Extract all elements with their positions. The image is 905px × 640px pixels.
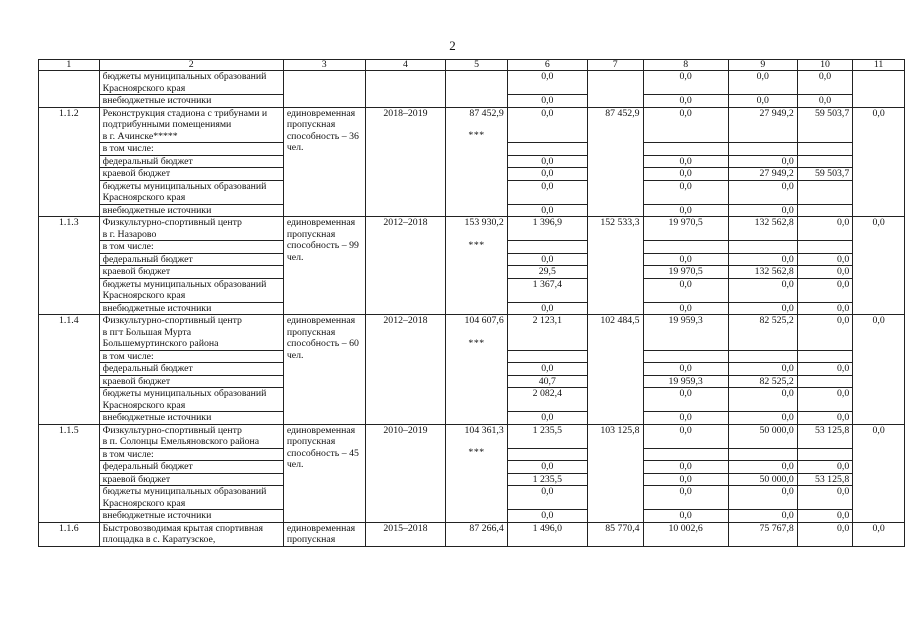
value-cell: 0,0 <box>797 253 852 266</box>
total-cell <box>446 424 507 522</box>
column-header: 7 <box>587 60 643 71</box>
value-cell: 0,0 <box>728 486 797 510</box>
project-row <box>39 217 905 241</box>
value-cell: 0,0 <box>507 180 587 204</box>
value-cell: 10 002,6 <box>643 522 728 546</box>
cell-line: Большемуртинского района <box>102 338 219 349</box>
value-cell: 19 959,3 <box>643 315 728 351</box>
funding-source-label <box>99 71 283 95</box>
value-cell: 0,0 <box>643 473 728 486</box>
funding-source-label: краевой бюджет <box>99 473 283 486</box>
column-header: 1 <box>39 60 100 71</box>
item-number: 1.1.4 <box>39 315 100 425</box>
value-cell <box>507 241 587 254</box>
cell-line: в г. Назарово <box>102 228 157 240</box>
value-cell: 0,0 <box>797 217 852 241</box>
value-cell: 0,0 <box>643 424 728 448</box>
value-cell: 75 767,8 <box>728 522 797 546</box>
funding-source-label: внебюджетные источники <box>99 412 283 425</box>
column-header: 6 <box>507 60 587 71</box>
funding-source-label: бюджеты муниципальных образований Красноярского края <box>99 278 283 302</box>
cell-line: единовременная <box>286 424 356 436</box>
value-cell <box>643 241 728 254</box>
value-cell: 2 123,1 <box>507 315 587 351</box>
value-cell: 19 959,3 <box>643 375 728 388</box>
value-cell: 0,0 <box>643 107 728 143</box>
cell-line: единовременная <box>286 315 356 326</box>
value-cell <box>797 350 852 363</box>
cell-line: Физкультурно-спортивный центр <box>102 315 242 326</box>
value-cell: 0,0 <box>797 95 852 108</box>
value-cell: 0,0 <box>643 302 728 315</box>
cell-line: чел. <box>286 459 304 470</box>
value-cell: 27 949,2 <box>728 107 797 143</box>
value-cell <box>797 375 852 388</box>
column-header: 10 <box>797 60 852 71</box>
value-cell: 0,0 <box>853 217 905 315</box>
capacity-cell <box>283 217 365 315</box>
cell-line: Красноярского края <box>102 82 186 94</box>
value-cell <box>728 241 797 254</box>
value-cell: 0,0 <box>643 155 728 168</box>
value-cell: 50 000,0 <box>728 473 797 486</box>
funding-source-label: внебюджетные источники <box>99 510 283 523</box>
value-cell: 0,0 <box>728 278 797 302</box>
funding-source-label: в том числе: <box>99 241 283 254</box>
cell-line: площадка в с. Каратузское, <box>102 534 216 545</box>
cell-line: в п. Солонцы Емельяновского района <box>102 436 260 447</box>
column-header: 9 <box>728 60 797 71</box>
value-cell: 0,0 <box>853 107 905 217</box>
value-cell: 132 562,8 <box>728 266 797 279</box>
project-name <box>99 217 283 241</box>
funding-source-label: федеральный бюджет <box>99 253 283 266</box>
value-cell: 0,0 <box>853 522 905 546</box>
period-cell: 2015–2018 <box>365 522 446 546</box>
value-cell <box>643 143 728 156</box>
value-cell: 0,0 <box>728 412 797 425</box>
cell-line: Физкультурно-спортивный центр <box>102 424 242 436</box>
page-number: 2 <box>449 38 456 53</box>
cell-line: чел. <box>286 251 304 263</box>
value-cell: 0,0 <box>507 107 587 143</box>
value-cell: 0,0 <box>507 95 587 108</box>
value-cell: 0,0 <box>507 302 587 315</box>
total-cell <box>446 522 507 546</box>
column-header: 4 <box>365 60 446 71</box>
funding-source-label: внебюджетные источники <box>99 95 283 108</box>
value-cell: 0,0 <box>643 388 728 412</box>
value-cell <box>507 448 587 461</box>
footnote-marker: *** <box>468 337 485 349</box>
value-cell: 0,0 <box>507 412 587 425</box>
value-cell <box>728 448 797 461</box>
value-cell: 0,0 <box>643 461 728 474</box>
funding-source-label: в том числе: <box>99 350 283 363</box>
value-cell: 0,0 <box>728 180 797 204</box>
item-number: 1.1.5 <box>39 424 100 522</box>
value-cell: 59 503,7 <box>797 107 852 143</box>
value-cell: 0,0 <box>797 363 852 376</box>
value-cell: 29,5 <box>507 266 587 279</box>
value-cell: 0,0 <box>643 412 728 425</box>
cell-line: пропускная <box>286 534 336 545</box>
table-cell <box>446 71 507 108</box>
cell-line: Быстровозводимая крытая спортивная <box>102 522 263 534</box>
project-row <box>39 522 905 546</box>
total-cell <box>446 217 507 315</box>
value-cell <box>643 448 728 461</box>
value-cell: 0,0 <box>853 315 905 425</box>
value-cell: 1 496,0 <box>507 522 587 546</box>
cell-line: чел. <box>286 142 304 153</box>
value-cell <box>587 71 643 108</box>
cell-line: способность – 60 <box>286 338 359 349</box>
total-value: 104 607,6 <box>464 315 504 326</box>
value-cell: 0,0 <box>728 363 797 376</box>
value-cell: 0,0 <box>507 71 587 95</box>
value-cell <box>797 241 852 254</box>
footnote-marker: *** <box>468 447 485 458</box>
period-cell: 2012–2018 <box>365 315 446 425</box>
num-cell <box>39 71 100 108</box>
value-cell: 0,0 <box>643 278 728 302</box>
funding-source-label: в том числе: <box>99 448 283 461</box>
value-cell: 0,0 <box>643 204 728 217</box>
total-cell <box>446 315 507 425</box>
cell-line: пропускная <box>286 119 336 130</box>
funding-source-label: федеральный бюджет <box>99 363 283 376</box>
value-cell: 0,0 <box>728 155 797 168</box>
value-cell: 0,0 <box>728 388 797 412</box>
funding-source-label: бюджеты муниципальных образований Красноярского края <box>99 180 283 204</box>
value-cell: 0,0 <box>797 278 852 302</box>
value-cell: 82 525,2 <box>728 315 797 351</box>
value-cell <box>728 350 797 363</box>
value-cell: 102 484,5 <box>587 315 643 425</box>
value-cell: 0,0 <box>507 510 587 523</box>
value-cell: 0,0 <box>728 510 797 523</box>
value-cell: 0,0 <box>797 486 852 510</box>
project-name <box>99 107 283 143</box>
value-cell: 40,7 <box>507 375 587 388</box>
cell-line: Реконструкция стадиона с трибунами и <box>102 107 268 119</box>
capacity-cell <box>283 315 365 425</box>
footnote-marker: *** <box>468 130 485 141</box>
cell-line: пропускная <box>286 326 336 338</box>
funding-source-label: краевой бюджет <box>99 375 283 388</box>
total-value: 87 266,4 <box>469 522 504 534</box>
total-value: 104 361,3 <box>464 424 504 436</box>
value-cell: 0,0 <box>797 522 852 546</box>
cell-line: способность – 99 <box>286 240 359 251</box>
value-cell: 0,0 <box>643 253 728 266</box>
value-cell <box>797 204 852 217</box>
capacity-cell <box>283 522 365 546</box>
total-cell <box>446 107 507 217</box>
value-cell: 0,0 <box>643 486 728 510</box>
value-cell: 19 970,5 <box>643 266 728 279</box>
cell-line: в г. Ачинске***** <box>102 130 178 142</box>
funding-source-label: краевой бюджет <box>99 168 283 181</box>
value-cell: 0,0 <box>507 486 587 510</box>
value-cell: 0,0 <box>507 204 587 217</box>
value-cell: 0,0 <box>797 71 852 95</box>
value-cell: 1 396,9 <box>507 217 587 241</box>
value-cell: 82 525,2 <box>728 375 797 388</box>
funding-source-label: федеральный бюджет <box>99 461 283 474</box>
project-name <box>99 522 283 546</box>
value-cell: 53 125,8 <box>797 473 852 486</box>
item-number: 1.1.3 <box>39 217 100 315</box>
value-cell: 0,0 <box>728 71 797 95</box>
value-cell: 0,0 <box>643 180 728 204</box>
value-cell <box>643 350 728 363</box>
value-cell: 0,0 <box>507 155 587 168</box>
table-row <box>39 71 905 95</box>
total-value: 153 930,2 <box>464 217 504 228</box>
funding-source-label: бюджеты муниципальных образований Красноярского края <box>99 486 283 510</box>
capacity-cell <box>283 424 365 522</box>
cell-line: способность – 45 <box>286 447 359 459</box>
value-cell: 0,0 <box>853 424 905 522</box>
table-cell <box>283 71 365 108</box>
value-cell: 0,0 <box>728 461 797 474</box>
value-cell <box>507 143 587 156</box>
value-cell: 0,0 <box>797 266 852 279</box>
value-cell: 0,0 <box>728 253 797 266</box>
value-cell: 50 000,0 <box>728 424 797 448</box>
funding-source-label: в том числе: <box>99 143 283 156</box>
value-cell: 0,0 <box>643 71 728 95</box>
value-cell: 27 949,2 <box>728 168 797 181</box>
column-header: 11 <box>853 60 905 71</box>
value-cell <box>728 143 797 156</box>
column-header: 8 <box>643 60 728 71</box>
header-row <box>39 60 905 71</box>
project-row <box>39 424 905 448</box>
cell-line: единовременная <box>286 107 356 119</box>
footnote-marker: *** <box>468 239 485 251</box>
funding-source-label: внебюджетные источники <box>99 204 283 217</box>
value-cell: 19 970,5 <box>643 217 728 241</box>
cell-line: единовременная <box>286 217 356 228</box>
value-cell: 2 082,4 <box>507 388 587 412</box>
value-cell: 0,0 <box>797 461 852 474</box>
period-cell: 2012–2018 <box>365 217 446 315</box>
value-cell: 0,0 <box>728 302 797 315</box>
funding-source-label: бюджеты муниципальных образований Красноярского края <box>99 388 283 412</box>
value-cell: 0,0 <box>728 204 797 217</box>
column-header: 2 <box>99 60 283 71</box>
value-cell: 1 367,4 <box>507 278 587 302</box>
funding-source-label: краевой бюджет <box>99 266 283 279</box>
value-cell: 0,0 <box>507 363 587 376</box>
capacity-cell <box>283 107 365 217</box>
value-cell: 0,0 <box>797 302 852 315</box>
project-name <box>99 315 283 351</box>
value-cell: 53 125,8 <box>797 424 852 448</box>
value-cell: 87 452,9 <box>587 107 643 217</box>
table-cell <box>853 71 905 108</box>
value-cell: 0,0 <box>507 168 587 181</box>
value-cell: 152 533,3 <box>587 217 643 315</box>
value-cell <box>507 350 587 363</box>
value-cell: 0,0 <box>797 510 852 523</box>
value-cell: 0,0 <box>507 253 587 266</box>
value-cell: 0,0 <box>797 315 852 351</box>
value-cell: 0,0 <box>507 461 587 474</box>
period-cell: 2018–2019 <box>365 107 446 217</box>
cell-line: чел. <box>286 349 304 361</box>
value-cell <box>797 155 852 168</box>
funding-source-label: внебюджетные источники <box>99 302 283 315</box>
cell-line: пропускная <box>286 228 336 240</box>
cell-line: в пгт Большая Мурта <box>102 326 192 338</box>
value-cell: 0,0 <box>643 363 728 376</box>
value-cell: 0,0 <box>643 95 728 108</box>
cell-line: Физкультурно-спортивный центр <box>102 217 242 228</box>
value-cell: 59 503,7 <box>797 168 852 181</box>
value-cell <box>797 448 852 461</box>
value-cell: 0,0 <box>797 412 852 425</box>
value-cell: 0,0 <box>643 510 728 523</box>
value-cell: 103 125,8 <box>587 424 643 522</box>
value-cell: 1 235,5 <box>507 473 587 486</box>
value-cell: 1 235,5 <box>507 424 587 448</box>
project-row <box>39 107 905 143</box>
value-cell: 132 562,8 <box>728 217 797 241</box>
cell-line: бюджеты муниципальных образований <box>102 71 267 82</box>
financing-table <box>38 59 905 547</box>
value-cell: 0,0 <box>728 95 797 108</box>
project-row <box>39 315 905 351</box>
cell-line: способность – 36 <box>286 130 359 142</box>
item-number: 1.1.6 <box>39 522 100 546</box>
cell-line: пропускная <box>286 436 336 447</box>
column-header: 3 <box>283 60 365 71</box>
column-header: 5 <box>446 60 507 71</box>
project-name <box>99 424 283 448</box>
total-value: 87 452,9 <box>469 107 504 119</box>
item-number: 1.1.2 <box>39 107 100 217</box>
value-cell: 0,0 <box>797 388 852 412</box>
value-cell <box>797 143 852 156</box>
cell-line: подтрибунными помещениями <box>102 119 232 130</box>
value-cell <box>797 180 852 204</box>
funding-source-label: федеральный бюджет <box>99 155 283 168</box>
period-cell: 2010–2019 <box>365 424 446 522</box>
table-cell <box>365 71 446 108</box>
value-cell: 85 770,4 <box>587 522 643 546</box>
cell-line: единовременная <box>286 522 356 534</box>
value-cell: 0,0 <box>643 168 728 181</box>
